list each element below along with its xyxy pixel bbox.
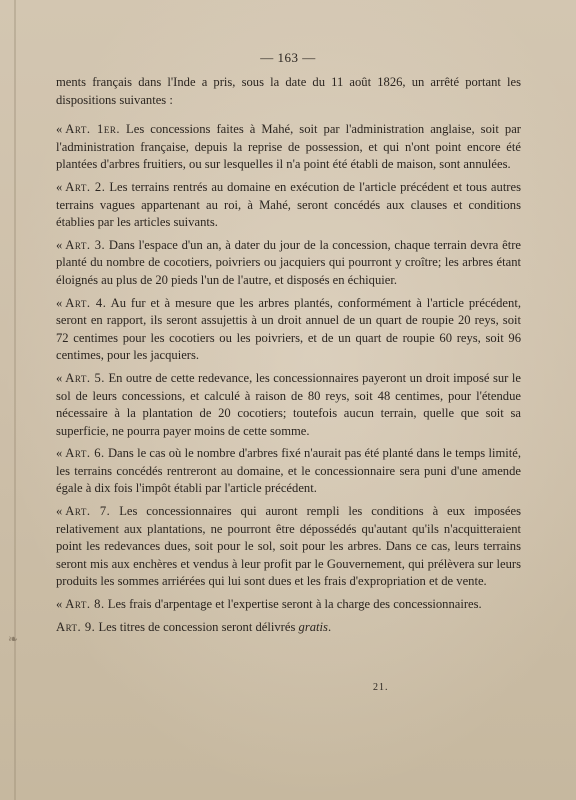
- intro-paragraph: ments français dans l'Inde a pris, sous la date du 11 août 1826, un arrêté portant les dispositions suivantes :: [56, 75, 521, 107]
- opening-quote: «: [56, 295, 63, 310]
- document-body: [56, 74, 521, 641]
- article-text: Les concessions faites à Mahé, soit par l'administration anglaise, soit par l'administration française, depuis la reprise de possession, et qui n'ont point encore été plantées d'arbres fruitiers, ou sur lesquelles il n'a point été établi de maison, sont annulées.: [56, 122, 521, 172]
- opening-quote: «: [56, 504, 63, 519]
- article-label: Art. 6.: [65, 446, 105, 461]
- opening-quote: «: [56, 122, 63, 137]
- article-text: Les concessionnaires qui auront rempli les conditions à eux imposées relativement aux plantations, ne pourront être dépossédés qu'autant qu'ils n'acquitteraient point les redevances dues, soit pour le sol, soit pour les arbres. Dans ce cas, leurs terrains seront mis aux enchères et vendus à leur profit par le Gouvernement, qui prélèvera sur leurs produits les sommes arriérées qui lui sont dues et les frais d'expropriation et de vente.: [56, 504, 521, 589]
- article-italic-word: gratis: [298, 619, 328, 634]
- article-9: [56, 619, 521, 637]
- page-number: — 163 —: [260, 50, 316, 65]
- article-8: [56, 596, 521, 614]
- article-label: Art. 1er.: [65, 122, 120, 137]
- article-4: [56, 295, 521, 365]
- article-3: [56, 237, 521, 290]
- article-label: Art. 5.: [65, 370, 105, 385]
- article-7: [56, 503, 521, 591]
- article-text: Dans le cas où le nombre d'arbres fixé n'aurait pas été planté dans le temps limité, les terrains concédés rentreront au domaine, et le concessionnaire sera puni d'une amende égale à dix fois l'impôt établi par l'article précédent.: [56, 446, 521, 496]
- article-end-punctuation: .: [327, 619, 332, 634]
- opening-quote: «: [56, 179, 63, 194]
- article-6: [56, 445, 521, 498]
- opening-quote: «: [56, 597, 63, 612]
- opening-quote: «: [56, 446, 63, 461]
- article-label: Art. 8.: [65, 597, 105, 612]
- page-fold-shadow: [14, 0, 16, 800]
- article-5: [56, 370, 521, 440]
- signature-mark: 21.: [373, 682, 389, 693]
- article-label: Art. 4.: [65, 295, 107, 310]
- article-text: Les titres de concession seront délivrés: [98, 619, 296, 634]
- opening-quote: «: [56, 370, 63, 385]
- article-label: Art. 9.: [56, 619, 96, 634]
- margin-stain-mark: ❧: [8, 632, 19, 646]
- article-1: [56, 121, 521, 174]
- article-label: Art. 3.: [65, 237, 106, 252]
- article-2: [56, 179, 521, 232]
- article-text: Les terrains rentrés au domaine en exécution de l'article précédent et tous autres terrains vagues appartenant au roi, à Mahé, seront concédés aux clauses et conditions établies par les articles suivants.: [56, 179, 521, 230]
- article-text: Les frais d'arpentage et l'expertise seront à la charge des concessionnaires.: [107, 597, 482, 612]
- article-text: Au fur et à mesure que les arbres plantés, conformément à l'article précédent, seront en rapport, ils seront assujettis à un droit annuel de un quart de roupie 20 reys, soit 72 centimes pour les cocotiers ou les poivriers, et de un quart de roupie 60 reys, soit 96 centimes, pour les jacquiers.: [56, 295, 521, 363]
- article-label: Art. 2.: [65, 179, 106, 194]
- article-text: Dans l'espace d'un an, à dater du jour de la concession, chaque terrain devra être planté du nombre de cocotiers, poivriers ou jacquiers qui pourront y croître; les arbres étant éloignés au plus de 20 pieds l'un de l'autre, et disposés en échiquier.: [56, 237, 521, 287]
- opening-quote: «: [56, 237, 63, 252]
- article-label: Art. 7.: [65, 504, 111, 519]
- article-text: En outre de cette redevance, les concessionnaires payeront un droit imposé sur le sol de leurs concessions, et calculé à raison de 80 reys, soit 48 centimes, pour l'étendue nécessaire à la plantation de 20 cocotiers; toutefois aucun terrain, quelle que soit sa superficie, ne pourra payer moins de cette somme.: [56, 370, 521, 438]
